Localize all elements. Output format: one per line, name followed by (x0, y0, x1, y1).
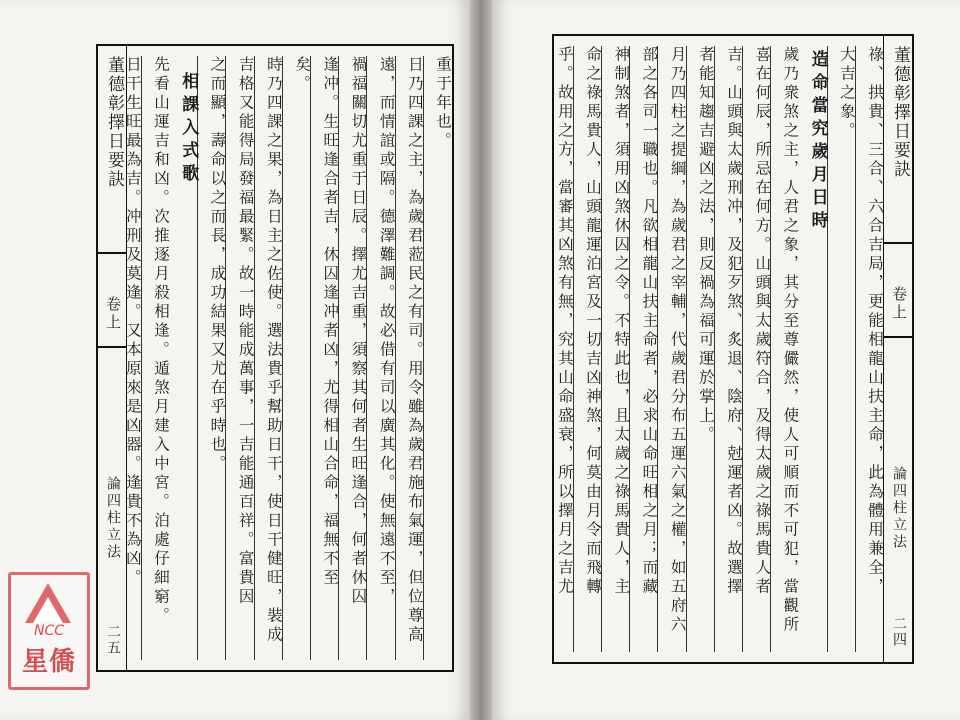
page-number-left: 二五 (105, 624, 121, 656)
text-column: 月乃四柱之提綱，為歲君之宰輔，代歲君分布五運六氣之權，如五府六 (657, 46, 684, 652)
text-column: 大吉之象。 (827, 46, 854, 652)
section-heading: 造命當究歲月日時 (807, 50, 828, 234)
text-column: 喜在何辰，所忌在何方。山頭與太歲符合，及得太歲之祿馬貴人者 (742, 46, 769, 652)
text-column: 先看山運吉和凶。次推逐月殺相逢。遁煞月建入中宮。泊處仔細窮。 (141, 56, 168, 660)
logo-latin: NCC (33, 623, 65, 639)
text-column: 逢冲。生旺逢合者吉，休囚逢冲者凶，尤得相山合命，福無不至 (310, 56, 337, 660)
text-column: 神制煞者，須用凶煞休囚之令。不特此也，且太歲之祿馬貴人，主 (601, 46, 628, 652)
text-column: 歲乃衆煞之主，人君之象，其分至尊儼然，使人可順而不可犯，當觀所 (770, 46, 797, 652)
text-column: 乎。故用之方，當審其凶煞有無，究其山命盛衰，所以擇月之吉尤 (555, 46, 574, 597)
text-column: 重于年也。 (423, 56, 450, 660)
text-column: 祿、拱貴、三合、六合吉局，更能相龍山扶主命，此為體用兼全， (855, 46, 882, 652)
right-text-frame (552, 34, 914, 664)
volume-label: 卷上 (104, 296, 122, 332)
ncc-logo (8, 572, 90, 690)
text-column: 遠，而情誼或隔。德澤難調。故必借有司以廣其化。使無遠不至， (366, 56, 393, 660)
section-heading: 相課入式歌 (178, 72, 199, 187)
right-page (492, 0, 960, 720)
text-column: 日乃四課之主，為歲君蒞民之有司。用令雖為歲君施布氣運，但位尊高 (395, 56, 422, 660)
book-gutter (470, 0, 492, 720)
text-column: 命之祿馬貴人，山頭龍運泊宮及一切吉凶神煞，何莫由月令而飛轉 (573, 46, 600, 652)
volume-label: 卷上 (890, 286, 908, 322)
text-column: 者能知趨吉避凶之法，則反禍為福可運於掌上。 (686, 46, 713, 652)
chapter-label: 論四柱立法 (105, 476, 121, 561)
chapter-label: 論四柱立法 (891, 466, 907, 551)
book-title: 董德彰擇日要訣 (890, 46, 910, 179)
text-column: 之而顯，壽命以之而長，成功結果又尤在乎時也。 (197, 56, 224, 660)
text-column: 吉。山頭與太歲刑冲，及犯歹煞、炙退、陰府、尅運者凶。故選擇 (714, 46, 741, 652)
page-number-right: 二四 (891, 616, 907, 648)
right-book-header (883, 36, 912, 662)
text-column: 禍福關切尤重于日辰。擇尤吉重，須察其何者生旺逢合，何者休囚 (338, 56, 365, 660)
text-column: 吉格又能得局發福最緊。故一時能成萬事，一吉能通百祥。富貴因 (225, 56, 252, 660)
text-column: 時乃四課之果，為日主之佐使。選法貴乎幫助日干，使日干健旺，裝成 (254, 56, 281, 660)
text-column: 矣。 (282, 56, 309, 660)
text-column: 部之各司一職也。凡欲相龍山扶主命者，必求山命旺相之月；而藏 (629, 46, 656, 652)
text-column: 日干生旺最為吉。冲刑及莫逢。又本原來是凶器。逢貴不為凶。 (123, 56, 142, 588)
book-title: 董德彰擇日要訣 (104, 56, 124, 189)
logo-chinese: 星僑 (21, 647, 76, 677)
left-text-frame (96, 44, 454, 672)
